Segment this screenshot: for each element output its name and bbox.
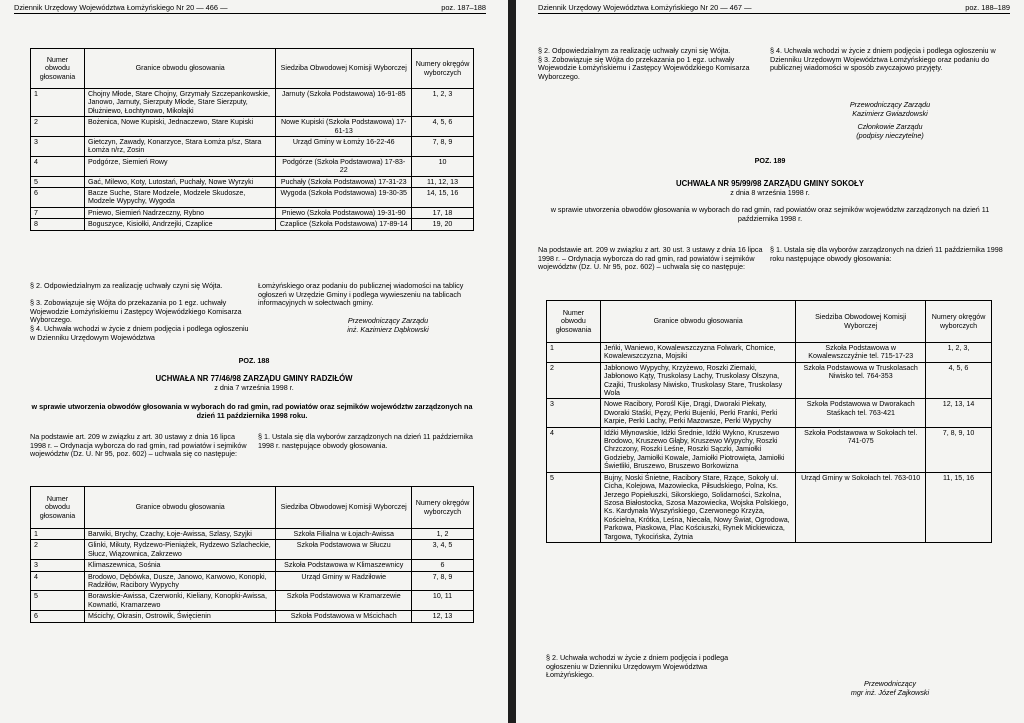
cell-district-bounds: Jabłonowo Wypychy, Krzyżewo, Roszki Ziemaki, Jabłonowo Kąty, Truskolasy Lachy, Truskolasy Olszyna, Czajki, Truskolasy Niwisko, Truskolasy Stare, Truskolasy Wola [600,362,795,399]
header-constituency-numbers: Numery okręgów wyborczych [412,49,474,89]
table-header-row [31,49,474,89]
cell-commission-seat: Pniewo (Szkoła Podstawowa) 19-31-90 [276,207,412,218]
poz-189-title: POZ. 189 [754,156,786,165]
cell-constituency-numbers: 1, 2 [412,529,474,540]
cell-commission-seat: Szkoła Podstawowa w Słuczu [276,540,412,560]
cell-commission-seat: Szkoła Podstawowa w Truskolasach Niwisko tel. 764-353 [796,362,926,399]
table-voting-districts-3 [546,300,992,543]
table-row [31,176,474,187]
cell-constituency-numbers: 4, 5, 6 [412,117,474,137]
cell-district-bounds: Klimaszewnica, Sośnia [84,560,275,571]
table-row [31,188,474,208]
cell-constituency-numbers: 4, 5, 6 [926,362,992,399]
cell-constituency-numbers: 11, 12, 13 [412,176,474,187]
resolution-188-basis: Na podstawie art. 209 w związku z art. 30 ustawy z dnia 16 lipca 1998 r. – Ordynacja wyborcza do rad gmin, rad powiatów i sejmików województw (Dz. U. Nr 95, poz. 602) – uchwala się co następuje: [30,432,247,459]
header-district-bounds: Granice obwodu głosowania [600,301,795,343]
table-row [31,137,474,157]
cell-district-number: 3 [31,560,85,571]
header-district-number: Numer obwodu głosowania [547,301,601,343]
header-commission-seat: Siedziba Obwodowej Komisji Wyborczej [276,49,412,89]
resolution-188-subject: w sprawie utworzenia obwodów głosowania w wyborach do rad gmin, rad powiatów oraz sejmików województw zarządzonych na dzień 11 października 1998 roku. [31,402,473,420]
cell-district-number: 3 [31,137,85,157]
cell-district-number: 8 [31,219,85,230]
cell-district-bounds: Bacze Suche, Stare Modzele, Modzele Skudosze, Modzele Wypychy, Wygoda [84,188,275,208]
cell-district-bounds: Mścichy, Okrasin, Ostrowik, Święcienin [84,611,275,622]
left-paragraph-4-continued: Łomżyńskiego oraz podaniu do publicznej wiadomości na tablicy ogłoszeń w Urzędzie Gminy i podlega wywieszeniu na tablicach informacyjnych w sołectwach gminy. [258,281,464,308]
cell-district-number: 4 [547,427,601,472]
cell-constituency-numbers: 7, 8, 9, 10 [926,427,992,472]
table-row [31,611,474,622]
right-final-signer-name: mgr inż. Józef Zajkowski [850,688,930,697]
left-header-title: Dziennik Urzędowy Województwa Łomżyńskiego Nr 20 — 466 — [14,3,228,12]
right-signer-name: Kazimierz Gwiazdowski [852,109,928,118]
right-final-signer-role: Przewodniczący [864,679,916,688]
cell-commission-seat: Puchały (Szkoła Podstawowa) 17-31-23 [276,176,412,187]
cell-district-bounds: Podgórze, Siemień Rowy [84,156,275,176]
cell-district-bounds: Brodowo, Dębówka, Dusze, Janowo, Karwowo, Konopki, Radziłów, Racibory Wypychy [84,571,275,591]
cell-constituency-numbers: 1, 2, 3 [412,89,474,117]
cell-district-bounds: Boguszyce, Kisiołki, Andrzejki, Czaplice [84,219,275,230]
table-header-row [547,301,992,343]
left-paragraph-3: § 3. Zobowiązuje się Wójta do przekazania po 1 egz. uchwały Wojewodzie Łomżyńskiemu i Zastępcy Wojewódzkiego Komisarza Wyborczego. [30,298,242,325]
cell-district-bounds: Barwiki, Brychy, Czachy, Łoje-Awissa, Szlasy, Szyjki [84,529,275,540]
cell-constituency-numbers: 12, 13, 14 [926,399,992,427]
right-page [516,0,1024,723]
right-members-note: (podpisy nieczytelne) [856,131,924,140]
cell-constituency-numbers: 6 [412,560,474,571]
cell-commission-seat: Urząd Gminy w Sokołach tel. 763-010 [796,472,926,542]
left-header-rule [14,13,486,14]
cell-district-number: 1 [31,529,85,540]
table-row [547,472,992,542]
header-commission-seat: Siedziba Obwodowej Komisji Wyborczej [796,301,926,343]
right-closing-paragraph-2: § 2. Uchwała wchodzi w życie z dniem podjęcia i podlega ogłoszeniu w Dzienniku Urzędowym Województwa Łomżyńskiego. [546,653,729,680]
cell-constituency-numbers: 11, 15, 16 [926,472,992,542]
cell-commission-seat: Szkoła Podstawowa w Sokołach tel. 741-075 [796,427,926,472]
cell-district-bounds: Borawskie-Awissa, Czerwonki, Kieliany, Konopki-Awissa, Kownatki, Kramarzewo [84,591,275,611]
cell-district-number: 7 [31,207,85,218]
cell-constituency-numbers: 17, 18 [412,207,474,218]
cell-constituency-numbers: 10, 11 [412,591,474,611]
cell-district-bounds: Bujny, Noski Śnietne, Racibory Stare, Rzące, Sokoły ul. Cicha, Kolejowa, Mazowiecka, Piłsudskiego, Polna, Ks. Jerzego Popiełuszki, Sikorskiego, Solidarności, Szkolna, Szosa Białostocka, Szosa Mazowiecka, Wojska Polskiego, Ks. Kardynała Wyszyńskiego, Czerwonego Krzyża, Kościelna, Krótka, Leśna, Niecała, Nowy Świat, Ogrodowa, Parkowa, Piaskowa, Plac Kościuszki, Rynek Mickiewicza, Targowa, Tykocińska, Żytnia [600,472,795,542]
right-paragraph-4: § 4. Uchwała wchodzi w życie z dniem podjęcia i podlega ogłoszeniu w Dzienniku Urzędowym Województwa Łomżyńskiego oraz podaniu do publicznej wiadomości w sposób zwyczajowo przyjęty. [770,46,996,73]
cell-constituency-numbers: 3, 4, 5 [412,540,474,560]
cell-commission-seat: Jarnuty (Szkoła Podstawowa) 16-91-85 [276,89,412,117]
poz-188-title: POZ. 188 [238,356,270,365]
cell-district-number: 2 [31,117,85,137]
cell-commission-seat: Wygoda (Szkoła Podstawowa) 19-30-35 [276,188,412,208]
cell-district-bounds: Gać, Milewo, Koty, Lutostań, Puchały, Nowe Wyrzyki [84,176,275,187]
cell-commission-seat: Urząd Gminy w Radziłowie [276,571,412,591]
right-signer-role: Przewodniczący Zarządu [849,100,931,109]
cell-commission-seat: Szkoła Podstawowa w Mścichach [276,611,412,622]
cell-constituency-numbers: 12, 13 [412,611,474,622]
cell-district-number: 5 [547,472,601,542]
header-constituency-numbers: Numery okręgów wyborczych [412,487,474,529]
cell-district-bounds: Bożenica, Nowe Kupiski, Jednaczewo, Stare Kupiski [84,117,275,137]
right-header-rule [538,13,1010,14]
cell-commission-seat: Szkoła Podstawowa w Kramarzewie [276,591,412,611]
header-district-number: Numer obwodu głosowania [31,487,85,529]
table-row [547,399,992,427]
right-members-role: Członkowie Zarządu [857,122,923,131]
table-row [31,219,474,230]
table-row [31,117,474,137]
table-row [31,560,474,571]
header-constituency-numbers: Numery okręgów wyborczych [926,301,992,343]
resolution-188-title: UCHWAŁA NR 77/46/98 ZARZĄDU GMINY RADZIŁÓW [155,374,353,383]
table-row [31,591,474,611]
table-row [31,207,474,218]
table-voting-districts-2 [30,486,474,623]
cell-commission-seat: Szkoła Filialna w Łojach-Awissa [276,529,412,540]
resolution-189-date: z dnia 8 września 1998 r. [730,188,810,197]
cell-district-number: 2 [31,540,85,560]
cell-district-bounds: Glinki, Mikuty, Rydzewo-Pieniążek, Rydzewo Szlacheckie, Słucz, Wiązownica, Zakrzewo [84,540,275,560]
cell-constituency-numbers: 19, 20 [412,219,474,230]
table-row [547,427,992,472]
cell-constituency-numbers: 7, 8, 9 [412,571,474,591]
cell-constituency-numbers: 1, 2, 3, [926,343,992,363]
cell-commission-seat: Nowe Kupiski (Szkoła Podstawowa) 17-61-13 [276,117,412,137]
cell-commission-seat: Urząd Gminy w Łomży 16-22-46 [276,137,412,157]
table-row [31,156,474,176]
resolution-189-paragraph-1: § 1. Ustala się dla wyborów zarządzonych na dzień 11 października 1998 roku następujące obwody głosowania: [770,245,1003,263]
left-page [0,0,508,723]
resolution-188-paragraph-1: § 1. Ustala się dla wyborów zarządzonych na dzień 11 października 1998 r. następujące obwody głosowania. [258,432,473,450]
cell-district-number: 4 [31,571,85,591]
cell-commission-seat: Czaplice (Szkoła Podstawowa) 17-89-14 [276,219,412,230]
cell-commission-seat: Szkoła Podstawowa w Dworakach Staśkach tel. 763-421 [796,399,926,427]
table-row [31,529,474,540]
left-header-position: poz. 187–188 [441,3,486,12]
left-paragraph-4: § 4. Uchwała wchodzi w życie z dniem podjęcia i podlega ogłoszeniu w Dzienniku Urzędowym Województwa [30,324,249,342]
cell-district-number: 6 [31,611,85,622]
cell-district-bounds: Pniewo, Siemień Nadrzeczny, Rybno [84,207,275,218]
table-row [31,89,474,117]
cell-district-number: 3 [547,399,601,427]
header-district-bounds: Granice obwodu głosowania [84,487,275,529]
left-paragraph-2: § 2. Odpowiedzialnym za realizację uchwały czyni się Wójta. [30,281,223,290]
cell-district-bounds: Chojny Młode, Stare Chojny, Grzymały Szczepankowskie, Janowo, Jarnuty, Sierzputy Młode, Stare Sierzputy, Dłużniewo, Łochtynowo, Mikołajki [84,89,275,117]
table-row [31,571,474,591]
header-district-number: Numer obwodu głosowania [31,49,85,89]
cell-district-number: 4 [31,156,85,176]
right-header-title: Dziennik Urzędowy Województwa Łomżyńskiego Nr 20 — 467 — [538,3,752,12]
cell-district-number: 2 [547,362,601,399]
cell-commission-seat: Szkoła Podstawowa w Klimaszewnicy [276,560,412,571]
cell-district-number: 5 [31,176,85,187]
cell-commission-seat: Szkoła Podstawowa w Kowalewszczyźnie tel. 715-17-23 [796,343,926,363]
header-district-bounds: Granice obwodu głosowania [84,49,275,89]
cell-commission-seat: Podgórze (Szkoła Podstawowa) 17-83-22 [276,156,412,176]
resolution-189-subject: w sprawie utworzenia obwodów głosowania w wyborach do rad gmin, rad powiatów oraz sejmików województw zarządzonych na dzień 11 października 1998 r. [550,205,990,223]
right-paragraphs-2-3: § 2. Odpowiedzialnym za realizację uchwały czyni się Wójta. § 3. Zobowiązuje się Wójta do przekazania po 1 egz. uchwały Wojewodzie Łomżyńskiemu i Zastępcy Wojewódzkiego Komisarza Wyborczego. [538,46,750,81]
cell-district-bounds: Nowe Racibory, Porośl Kije, Drągi, Dworaki Piekaty, Dworaki Staśki, Pęzy, Perki Bujenki, Perki Franki, Perki Karpie, Perki Lachy, Perki Mazowsze, Perki Wypychy [600,399,795,427]
table-row [547,343,992,363]
cell-district-number: 1 [31,89,85,117]
left-signer-name: inż. Kazimierz Dąbkowski [347,325,429,334]
cell-district-number: 5 [31,591,85,611]
resolution-189-title: UCHWAŁA NR 95/99/98 ZARZĄDU GMINY SOKOŁY [675,179,865,188]
resolution-188-date: z dnia 7 września 1998 r. [214,383,294,392]
table-row [547,362,992,399]
cell-district-bounds: Gietczyn, Zawady, Konarzyce, Stara Łomża p/sz, Stara Łomża n/rz, Zosin [84,137,275,157]
table-voting-districts-1 [30,48,474,231]
cell-district-number: 6 [31,188,85,208]
header-commission-seat: Siedziba Obwodowej Komisji Wyborczej [276,487,412,529]
cell-district-bounds: Idźki Młynowskie, Idźki Średnie, Idźki Wykno, Kruszewo Brodowo, Kruszewo Głąby, Kruszewo Wypychy, Roszki Chrzczony, Roszki Leśne, Roszki Sączki, Jamiołki Godzieby, Jamiołki Kowale, Jamiołki Piotrowięta, Jamiołki Świetliki, Bruszewo, Bruszewo Borkowizna [600,427,795,472]
table-header-row [31,487,474,529]
left-signer-role: Przewodniczący Zarządu [347,316,429,325]
cell-district-number: 1 [547,343,601,363]
cell-constituency-numbers: 10 [412,156,474,176]
cell-constituency-numbers: 14, 15, 16 [412,188,474,208]
cell-district-bounds: Jeńki, Waniewo, Kowalewszczyzna Folwark, Chomice, Kowalewszczyzna, Mojsiki [600,343,795,363]
right-header-position: poz. 188–189 [965,3,1010,12]
resolution-189-basis: Na podstawie art. 209 w związku z art. 30 ust. 3 ustawy z dnia 16 lipca 1998 r. – Ordynacja wyborcza do rad gmin, rad powiatów i sejmików województw (Dz. U. Nr 95, poz. 602) – uchwala się co następuje: [538,245,763,272]
table-row [31,540,474,560]
cell-constituency-numbers: 7, 8, 9 [412,137,474,157]
